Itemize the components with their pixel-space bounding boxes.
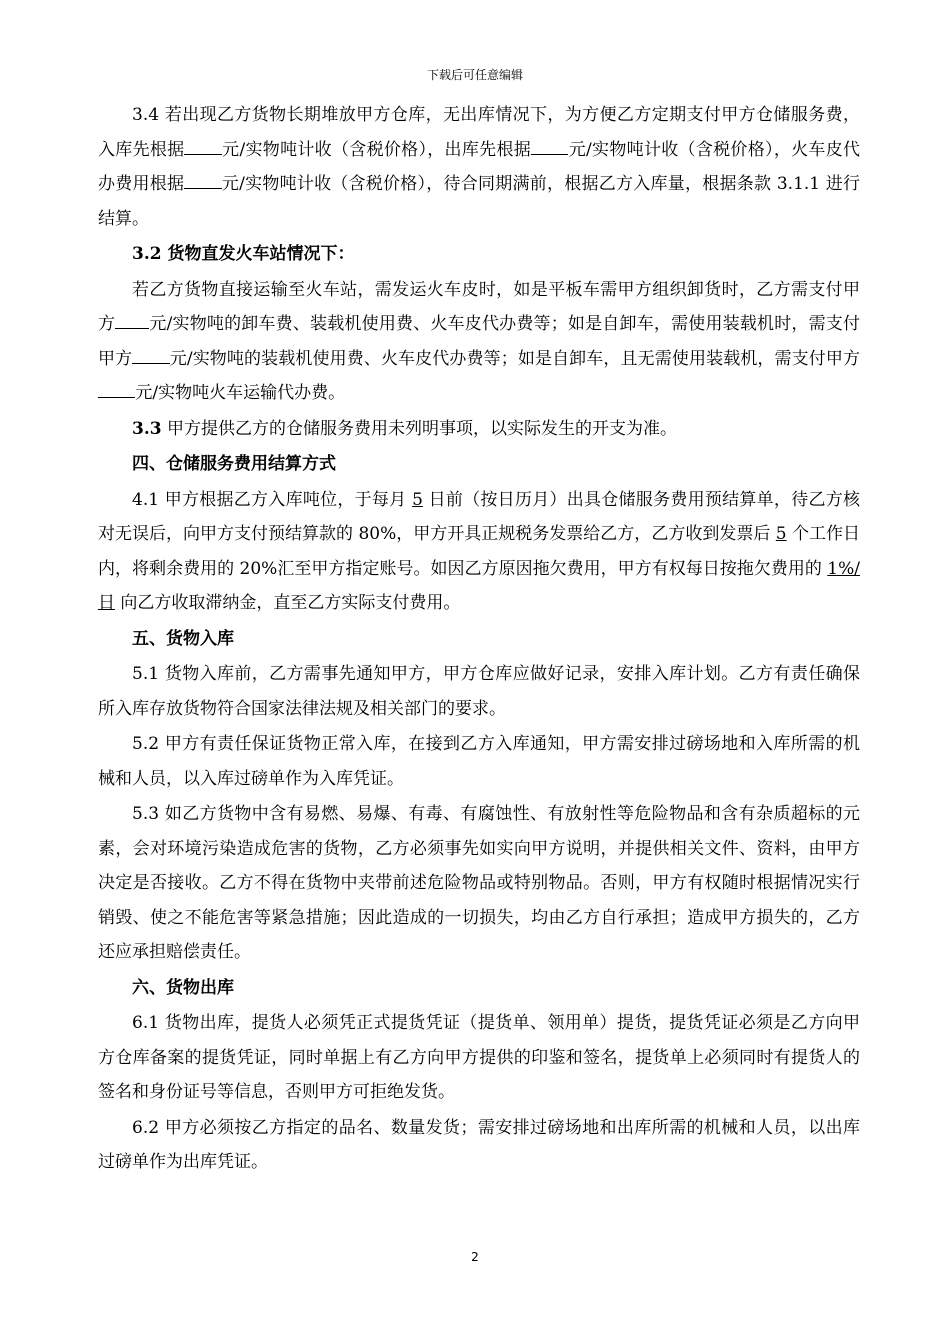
blank-field bbox=[184, 170, 221, 189]
page-header: 下载后可任意编辑 bbox=[426, 68, 523, 82]
clause-3-4: 3.4 若出现乙方货物长期堆放甲方仓库，无出库情况下，为方便乙方定期支付甲方仓储服务费，入库先根据 元/实物吨计收（含税价格），出库先根据 元/实物吨计收（含税价格），火车皮代办费用根据 元/实物吨计收（含税价格），待合同期满前，根据乙方入库量，根据条款 3.1.1 进行结算。 bbox=[98, 105, 861, 229]
clause-5-1: 5.1 货物入库前，乙方需事先通知甲方，甲方仓库应做好记录，安排入库计划。乙方有责任确保所入库存放货物符合国家法律法规及相关部门的要求。 bbox=[98, 664, 860, 719]
blank-field bbox=[531, 136, 568, 155]
clause-6-1: 6.1 货物出库，提货人必须凭正式提货凭证（提货单、领用单）提货，提货凭证必须是乙方向甲方仓库备案的提货凭证，同时单据上有乙方向甲方提供的印鉴和签名，提货单上必须同时有提货人的签名和身份证号等信息，否则甲方可拒绝发货。 bbox=[98, 1013, 860, 1102]
blank-field bbox=[184, 136, 221, 155]
clause-4-1: 4.1 甲方根据乙方入库吨位，于每月 5 日前（按日历月）出具仓储服务费用预结算单，待乙方核对无误后，向甲方支付预结算款的 80%，甲方开具正规税务发票给乙方，乙方收到发票后 5 个工作日内，将剩余费用的 20%汇至甲方指定账号。如因乙方原因拖欠费用，甲方有权每日按拖欠费用的 1%/日 向乙方收取滞纳金，直至乙方实际支付费用。 bbox=[98, 489, 861, 613]
blank-field bbox=[132, 345, 169, 364]
heading-section-6: 六、货物出库 bbox=[132, 977, 234, 998]
page-number: 2 bbox=[471, 1250, 479, 1264]
blank-field bbox=[115, 310, 149, 329]
clause-5-3: 5.3 如乙方货物中含有易燃、易爆、有毒、有腐蚀性、有放射性等危险物品和含有杂质超标的元素，会对环境污染造成危害的货物，乙方必须事先如实向甲方说明，并提供相关文件、资料，由甲方决定是否接收。乙方不得在货物中夹带前述危险物品或特别物品。否则，甲方有权随时根据情况实行销毁、使之不能危害等紧急措施；因此造成的一切损失，均由乙方自行承担；造成甲方损失的，乙方还应承担赔偿责任。 bbox=[98, 804, 860, 962]
heading-section-4: 四、仓储服务费用结算方式 bbox=[132, 454, 336, 474]
clause-5-2: 5.2 甲方有责任保证货物正常入库，在接到乙方入库通知，甲方需安排过磅场地和入库所需的机械和人员，以入库过磅单作为入库凭证。 bbox=[98, 734, 860, 789]
heading-3-2: 3.2 货物直发火车站情况下： bbox=[132, 244, 355, 264]
clause-6-2: 6.2 甲方必须按乙方指定的品名、数量发货；需安排过磅场地和出库所需的机械和人员，以出库过磅单作为出库凭证。 bbox=[98, 1117, 860, 1172]
document-body bbox=[98, 98, 860, 1181]
blank-field bbox=[98, 379, 135, 398]
clause-3-3: 3.3 甲方提供乙方的仓储服务费用未列明事项，以实际发生的开支为准。 bbox=[132, 418, 677, 439]
clause-3-2-text: 若乙方货物直接运输至火车站，需发运火车皮时，如是平板车需甲方组织卸货时，乙方需支付甲方 元/实物吨的卸车费、装载机使用费、火车皮代办费等；如是自卸车，需使用装载机时，需支付甲方 元/实物吨的装载机使用费、火车皮代办费等；如是自卸车，且无需使用装载机，需支付甲方元/实物吨火车运输代办费。 bbox=[98, 279, 861, 403]
heading-section-5: 五、货物入库 bbox=[132, 628, 234, 649]
